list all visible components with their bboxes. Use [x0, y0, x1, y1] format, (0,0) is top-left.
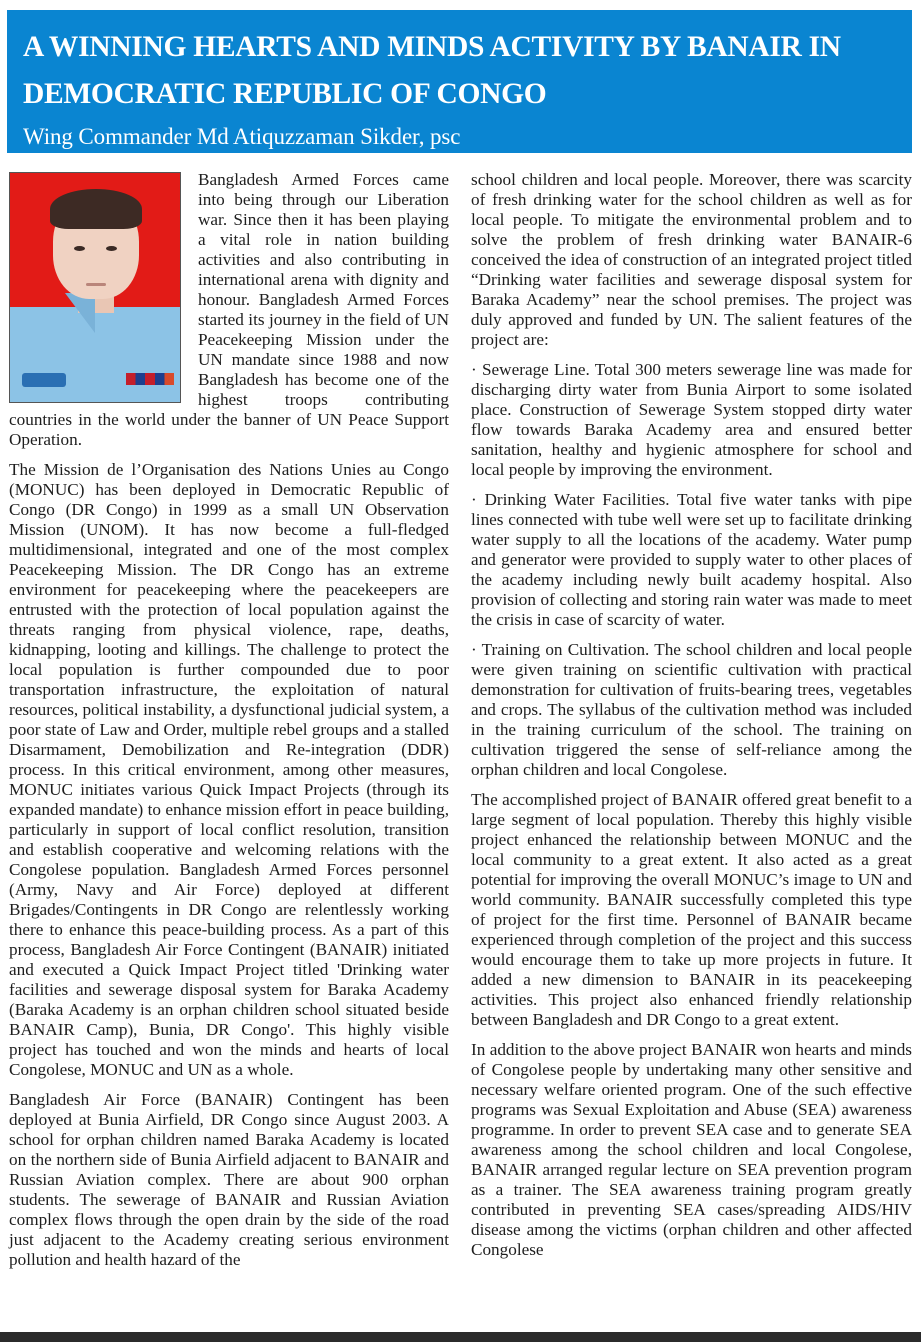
name-badge-icon [22, 373, 66, 387]
photo-collar [65, 293, 95, 333]
photo-left-eye [74, 246, 85, 251]
author-byline: Wing Commander Md Atiquzzaman Sikder, psc [23, 124, 461, 149]
paragraph-project-conception: school children and local people. Moreover, there was scarcity of fresh drinking water for the school children as well as for local people. To mitigate the environmental problem and to solve the problem of fresh drinking water BANAIR-6 conceived the idea of construction of an integrated project titled “Drinking water facilities and sewerage disposal system for Baraka Academy” near the school premises. The project was duly approved and funded by UN. The salient features of the project are: [471, 170, 912, 349]
medal-ribbons-icon [126, 373, 174, 385]
paragraph-intro: Bangladesh Armed Forces came into being through our Liberation war. Since then it has been playing a vital role in nation building activities and also contributing in international arena with dignity and honour. Bangladesh Armed Forces started its journey in the field of UN Peacekeeping Mission under the UN mandate since 1988 and now Bangladesh has become one of the highest troops contributing countries in the world under the banner of UN Peace Support Operation. [9, 170, 449, 449]
photo-uniform-shirt [10, 307, 180, 402]
photo-right-eye [106, 246, 117, 251]
author-photo [9, 172, 181, 403]
bullet-sewerage-line: · Sewerage Line. Total 300 meters sewerage line was made for discharging dirty water from Bunia Airport to some isolated place. Construction of Sewerage System stopped dirty water flow towards Baraka Academy area and ensured better sanitation, healthy and hygienic atmosphere for school and local people by improving the environment. [471, 360, 912, 479]
paragraph-monuc: The Mission de l’Organisation des Nations Unies au Congo (MONUC) has been deployed in Democratic Republic of Congo (DR Congo) in 1999 as a small UN Observation Mission (UNOM). It has now become a full-fledged multidimensional, integrated and one of the most complex Peacekeeping Mission. The DR Congo has an extreme environment for peacekeeping where the peacekeepers are entrusted with the protection of local population against the threats ranging from physical violence, rape, deaths, kidnapping, looting and killings. The challenge to protect the local population is further compounded due to poor transportation infrastructure, the exploitation of natural resources, political instability, a dysfunctional judicial system, a poor state of Law and Order, multiple rebel groups and a stalled Disarmament, Demobilization and Re-integration (DDR) process. In this critical environment, among other measures, MONUC initiates various Quick Impact Projects (through its expanded mandate) to enhance mission effort in peace building, particularly in support of local conflict resolution, transition and establish cooperative and welcoming relations with the Congolese population. Bangladesh Armed Forces personnel (Army, Navy and Air Force) deployed at different Brigades/Contingents in DR Congo are relentlessly working there to enhance this peace-building process. As a part of this process, Bangladesh Air Force Contingent (BANAIR) initiated and executed a Quick Impact Project titled 'Drinking water facilities and sewerage disposal system for Baraka Academy (Baraka Academy is an orphan children school situated beside BANAIR Camp), Bunia, DR Congo'. This highly visible project has touched and won the minds and hearts of local Congolese, MONUC and UN as a whole. [9, 460, 449, 1079]
article-title [23, 24, 912, 118]
paragraph-sea-awareness: In addition to the above project BANAIR won hearts and minds of Congolese people by undertaking many other sensitive and necessary welfare oriented program. One of the such effective programs was Sexual Exploitation and Abuse (SEA) awareness programme. In order to prevent SEA case and to generate SEA awareness among the school children and local Congolese, BANAIR arranged regular lecture on SEA prevention program as a trainer. The SEA awareness training program greatly contributed in preventing SEA cases/spreading AIDS/HIV disease among the victims (orphan children and other affected Congolese [471, 1040, 912, 1259]
article-header [7, 10, 912, 153]
bullet-training-cultivation: · Training on Cultivation. The school children and local people were given training on scientific cultivation with practical demonstration for cultivation of fruits-bearing trees, vegetables and crops. The syllabus of the cultivation method was included in the training curriculum of the school. The training on cultivation triggered the sense of self-reliance among the orphan children and local Congolese. [471, 640, 912, 779]
photo-mouth [86, 283, 106, 286]
bullet-drinking-water: · Drinking Water Facilities. Total five water tanks with pipe lines connected with tube well were set up to facilitate drinking water supply to all the locations of the academy. Water pump and generator were provided to supply water to other places of the academy including newly built academy hospital. Also provision of collecting and storing rain water was made to meet the crisis in case of scarcity of water. [471, 490, 912, 629]
article-title-line-2: DEMOCRATIC REPUBLIC OF CONGO [23, 78, 547, 110]
right-column [471, 170, 912, 1270]
photo-hair [50, 189, 142, 229]
left-column [9, 170, 449, 1280]
paragraph-project-benefits: The accomplished project of BANAIR offered great benefit to a large segment of local population. Thereby this highly visible project enhanced the relationship between MONUC and the local community to a great extent. It also acted as a great potential for improving the overall MONUC’s image to UN and world community. BANAIR successfully completed this type of project for the first time. Personnel of BANAIR became experienced through completion of the project and this success would encourage them to take up more projects in future. It added a new dimension to BANAIR in its peacekeeping activities. This project also enhanced friendly relationship between Bangladesh and DR Congo to a great extent. [471, 790, 912, 1029]
article-title-line-1: A WINNING HEARTS AND MINDS ACTIVITY BY BANAIR IN [23, 31, 841, 63]
page-bottom-rule [0, 1332, 921, 1342]
paragraph-banair-contingent: Bangladesh Air Force (BANAIR) Contingent has been deployed at Bunia Airfield, DR Congo since August 2003. A school for orphan children named Baraka Academy is located on the northern side of Bunia Airfield adjacent to BANAIR and Russian Aviation complex. There are about 900 orphan students. The sewerage of BANAIR and Russian Aviation complex flows through the open drain by the side of the road just adjacent to the Academy creating serious environment pollution and health hazard of the [9, 1090, 449, 1269]
